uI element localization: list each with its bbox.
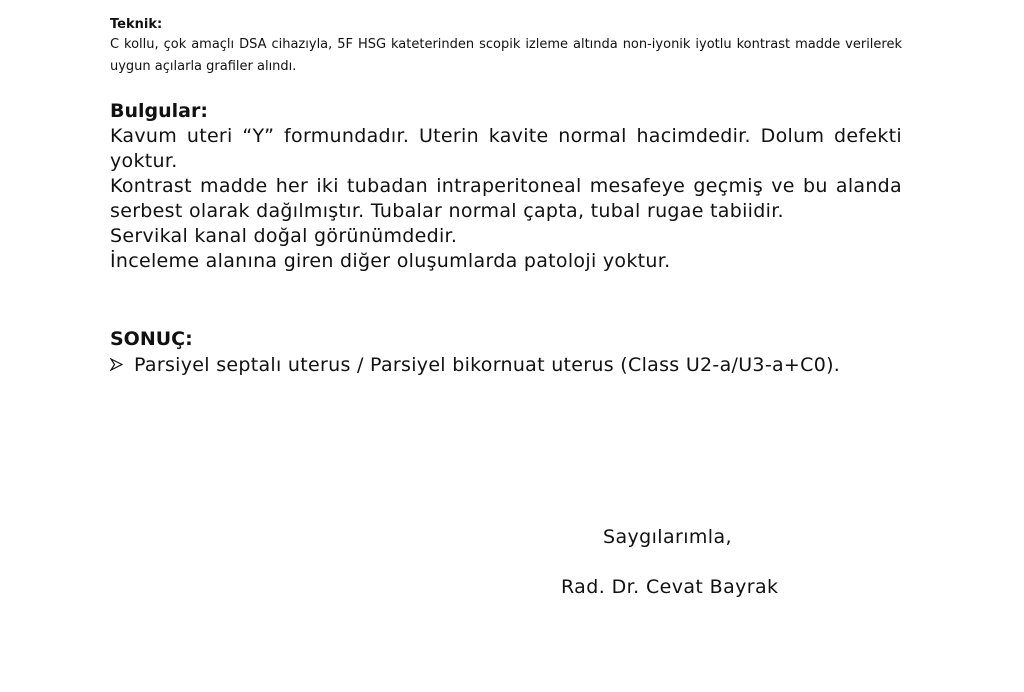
bulgular-paragraph-3: Servikal kanal doğal görünümdedir. <box>110 225 458 247</box>
teknik-heading: Teknik: <box>110 17 163 32</box>
bulgular-section <box>110 98 902 274</box>
sonuc-section <box>110 326 902 380</box>
teknik-text: C kollu, çok amaçlı DSA cihazıyla, 5F HSG kateterinden scopik izleme altında non-iyonik iyotlu kontrast madde verilerek uygun açılarla grafiler alındı. <box>110 37 902 74</box>
bulgular-paragraph-1: Kavum uteri “Y” formundadır. Uterin kavite normal hacimdedir. Dolum defekti yoktur. <box>110 125 902 172</box>
arrowhead-bullet-icon <box>110 354 134 380</box>
bulgular-paragraph-4: İnceleme alanına giren diğer oluşumlarda patoloji yoktur. <box>110 250 671 272</box>
sonuc-heading: SONUÇ: <box>110 328 193 350</box>
teknik-section <box>110 16 902 78</box>
sonuc-list-item <box>110 352 902 380</box>
bulgular-heading: Bulgular: <box>110 100 208 122</box>
closing-text: Saygılarımla, <box>603 526 732 548</box>
signature-name: Rad. Dr. Cevat Bayrak <box>561 576 779 598</box>
sonuc-item-text: Parsiyel septalı uterus / Parsiyel bikornuat uterus (Class U2-a/U3-a+C0). <box>134 354 841 376</box>
bulgular-paragraph-2: Kontrast madde her iki tubadan intraperitoneal mesafeye geçmiş ve bu alanda serbest olarak dağılmıştır. Tubalar normal çapta, tubal rugae tabiidir. <box>110 175 902 222</box>
